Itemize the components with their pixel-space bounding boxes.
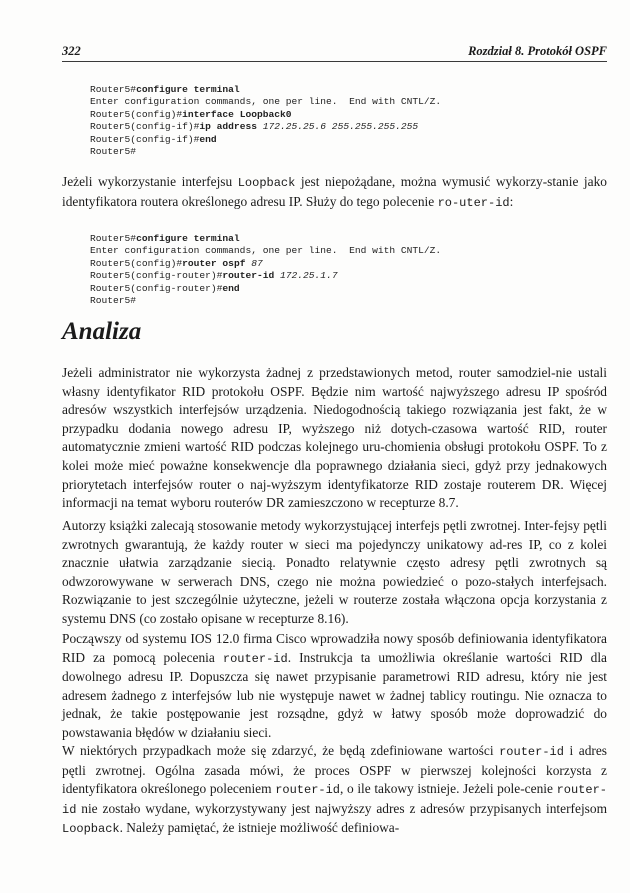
- code-prompt: Router5#: [90, 84, 137, 95]
- code-line: [90, 258, 441, 270]
- code-prompt: Router5#: [90, 295, 137, 307]
- code-prompt: Router5(config-router)#: [90, 270, 223, 282]
- chapter-title: Rozdział 8. Protokół OSPF: [468, 44, 607, 58]
- text: nie zostało wydane, wykorzystywany jest najwyższy adres z adresów przypisanych interfejsom: [76, 800, 607, 816]
- inline-code: ro-uter-id: [437, 195, 510, 210]
- code-command: interface Loopback0: [182, 108, 292, 120]
- code-prompt: Router5#: [90, 146, 137, 158]
- inline-code: router-id: [499, 745, 564, 759]
- page-number: 322: [62, 44, 81, 58]
- text: :: [509, 193, 514, 209]
- code-command: router-id: [222, 270, 275, 282]
- paragraph-3: Autorzy książki zalecają stosowanie metody wykorzystującej interfejs pętli zwrotnej. Inter-fejsy pętli zwrotnych gwarantują, że każdy router w sieci ma pojedynczy unikatowy ad-res IP, co z kolei znacznie ułatwia zarządzanie siecią. Ponadto relatywnie często adresy pętli zwrotnych są odwzorowywane w serwerach DNS, czego nie można powiedzieć o pozo-stałych interfejsach. Rozwiązanie to jest szczególnie użyteczne, jeżeli w routerze została włączona opcja korzystania z systemu DNS (co zostało opisane w recepturze 8.16).: [62, 518, 607, 626]
- code-line: [90, 233, 441, 245]
- code-argument: 172.25.25.6 255.255.255.255: [256, 121, 419, 133]
- code-block-1: [90, 84, 441, 158]
- text: i adres pętli zwrotnej. Ogólna zasada mówi, że proces OSPF w pierwszej kolejności korzysta z identyfikatora określonego poleceniem: [62, 743, 608, 797]
- section-heading: Analiza: [62, 318, 142, 345]
- code-prompt: Router5(config-if)#: [90, 121, 200, 133]
- code-command: end: [199, 133, 217, 145]
- code-argument: 172.25.1.7: [274, 270, 338, 282]
- paragraph-5: [62, 742, 607, 839]
- code-command: configure terminal: [136, 84, 240, 95]
- text: . Należy pamiętać, że istnieje możliwość definiowa-: [119, 820, 400, 836]
- code-prompt: Enter configuration commands, one per line. End with CNTL/Z.: [90, 245, 442, 257]
- code-line: [90, 295, 441, 307]
- code-line: [90, 109, 441, 121]
- text: , o ile takowy istnieje. Jeżeli pole-cenie: [340, 781, 557, 797]
- code-line: [90, 245, 441, 257]
- paragraph-2: Jeżeli administrator nie wykorzysta żadnej z przedstawionych metod, router samodziel-nie ustali własny identyfikator RID protokołu OSPF. Będzie nim wartość najwyższego adresu IP spośród adresów wszystkich interfejsów urządzenia. Niedogodnością takiego rozwiązania jest fakt, że w przypadku dodania nowego adresu IP, wyższego niż dotych-czasowa wartość RID, router automatycznie zmieni wartość RID podczas kolejnego uru-chomienia obsługi protokołu OSPF. To z kolei może mieć poważne konsekwencje dla poprawnego działania sieci, gdyż przy jednakowych priorytetach interfejsów router o naj-wyższym identyfikatorze RID zostaje routerem DR. Więcej informacji na temat wyboru routerów DR zamieszczono w recepturze 8.7.: [62, 365, 607, 511]
- inline-code: router-id: [222, 651, 288, 666]
- code-prompt: Router5(config-router)#: [90, 282, 223, 294]
- text: jest niepożądane, można wymusić wykorzy-stanie jako identyfikatora routera określonego adresu IP. Służy do tego polecenie: [62, 174, 607, 209]
- paragraph-4: [62, 630, 607, 743]
- code-argument: 87: [245, 257, 263, 269]
- code-line: [90, 96, 441, 108]
- code-prompt: Router5(config)#: [90, 257, 183, 269]
- inline-code: Loopback: [62, 822, 120, 837]
- code-prompt: Router5(config-if)#: [90, 133, 200, 145]
- page-header: [62, 44, 607, 62]
- inline-code: router-id: [275, 783, 340, 798]
- code-line: [90, 84, 441, 96]
- code-command: router ospf: [182, 257, 246, 269]
- code-line: [90, 283, 441, 295]
- code-line: [90, 121, 441, 133]
- inline-code: router-id: [62, 783, 607, 817]
- code-block-2: [90, 233, 441, 307]
- code-line: [90, 270, 441, 282]
- code-prompt: Router5#: [90, 233, 137, 244]
- code-prompt: Enter configuration commands, one per line. End with CNTL/Z.: [90, 96, 442, 108]
- code-command: configure terminal: [136, 233, 240, 244]
- code-command: ip address: [199, 121, 257, 133]
- code-line: [90, 134, 441, 146]
- text: W niektórych przypadkach może się zdarzyć, że będą zdefiniowane wartości: [62, 743, 500, 758]
- code-prompt: Router5(config)#: [90, 108, 183, 120]
- paragraph-1: [62, 173, 607, 212]
- inline-code: Loopback: [237, 176, 296, 190]
- code-line: [90, 146, 441, 158]
- code-command: end: [222, 282, 240, 294]
- text: Jeżeli wykorzystanie interfejsu: [62, 174, 238, 189]
- text: Począwszy od systemu IOS 12.0 firma Cisco wprowadziła nowy sposób definiowania identyfikatora RID za pomocą polecenia: [62, 631, 607, 665]
- text: . Instrukcja ta umożliwia określanie wartości RID dla dowolnego adresu IP. Dopuszcza się nawet przypisanie parametrowi RID adresu, który nie jest adresem żadnego z interfejsów lub nie występuje nawet w żadnej tablicy routingu. Nie oznacza to jednak, że takie postępowanie jest rozsądne, gdyż w łatwy sposób może doprowadzić do powstawania błędów w działaniu sieci.: [62, 649, 607, 740]
